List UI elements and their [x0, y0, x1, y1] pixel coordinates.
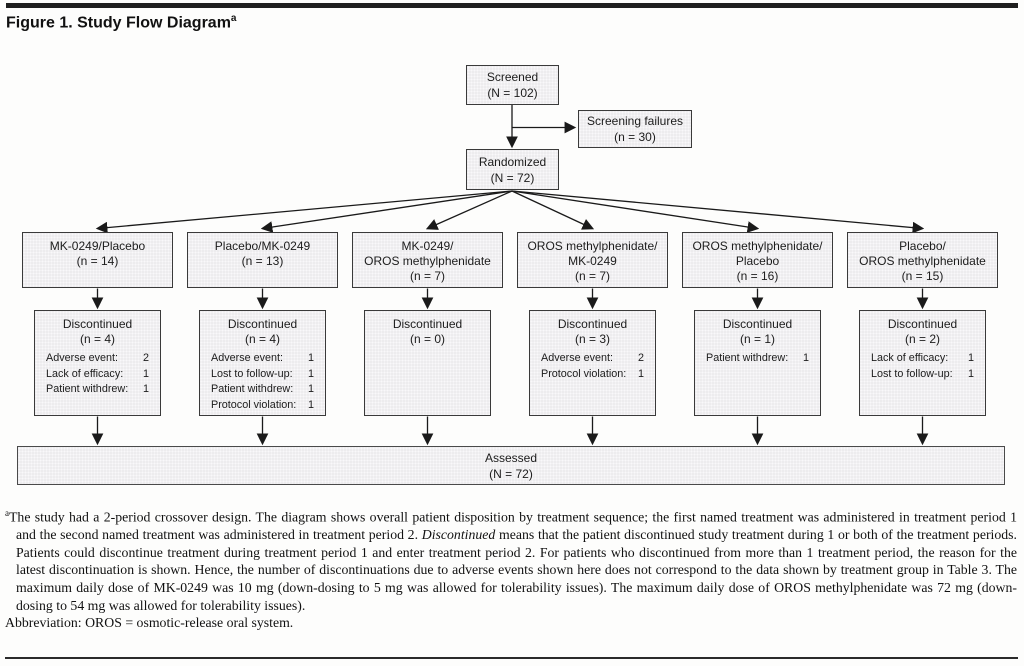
assessed-label: Assessed — [484, 451, 538, 465]
reason-value: 1 — [142, 383, 149, 395]
discontinued-reason-row — [211, 398, 314, 414]
footnote-text-2: means that the patient discontinued study treatment during 1 or both of the treatment periods. Patients could discontinue treatment during treatment period 1 and enter treatment period 2. For patients who discontinued from more than 1 treatment period, the reason for the latest discontinuation is shown. Hence, the number of discontinuations due to adverse events shown here does not correspond to the data shown by treatment group in Table 3. The maximum daily dose of MK-0249 was 10 mg (down-dosing to 5 mg was allowed for tolerability issues). The maximum daily dose of OROS methylphenidate was 72 mg (down-dosing to 54 mg was allowed for tolerability issues). — [16, 527, 1017, 613]
reason-value: 2 — [637, 352, 644, 364]
arm-label: Placebo/ — [899, 239, 946, 253]
discontinued-reasons — [35, 351, 160, 398]
arm-label: MK-0249/Placebo — [49, 239, 146, 253]
discontinued-title: Discontinued — [62, 317, 133, 331]
discontinued-box-4 — [529, 310, 656, 416]
discontinued-n: (n = 4) — [244, 332, 280, 346]
discontinued-n: (n = 4) — [79, 332, 115, 346]
discontinued-reason-row — [871, 367, 974, 383]
reason-label: Lack of efficacy: — [46, 367, 124, 380]
assessed-n: (N = 72) — [489, 467, 533, 481]
reason-value: 1 — [307, 352, 314, 364]
arm-box-5 — [682, 232, 833, 288]
discontinued-reasons — [860, 351, 985, 382]
discontinued-title: Discontinued — [392, 317, 463, 331]
discontinued-reason-row — [46, 351, 149, 367]
reason-label: Lost to follow-up: — [871, 367, 953, 380]
discontinued-box-5 — [694, 310, 821, 416]
discontinued-reason-row — [46, 367, 149, 383]
flow-arrow — [428, 191, 513, 229]
reason-value: 1 — [142, 367, 149, 380]
discontinued-box-1 — [34, 310, 161, 416]
discontinued-reason-row — [46, 382, 149, 398]
reason-label: Adverse event: — [541, 352, 614, 364]
arm-label: MK-0249/ — [401, 239, 454, 253]
arm-label: OROS methylphenidate — [364, 254, 491, 268]
discontinued-box-3 — [364, 310, 491, 416]
discontinued-reason-row — [211, 382, 314, 398]
reason-label: Patient withdrew: — [211, 383, 294, 395]
flow-arrow — [98, 191, 513, 229]
arm-box-6 — [847, 232, 998, 288]
arm-label: OROS methylphenidate — [859, 254, 986, 268]
arm-n: (n = 14) — [76, 254, 119, 268]
discontinued-reason-row — [541, 367, 644, 383]
discontinued-title: Discontinued — [887, 317, 958, 331]
arm-n: (n = 13) — [241, 254, 284, 268]
discontinued-reason-row — [211, 351, 314, 367]
assessed-box — [17, 446, 1005, 485]
screened-box — [466, 65, 559, 105]
screening-failures-label: Screening failures — [586, 114, 684, 128]
randomized-label: Randomized — [478, 155, 547, 169]
screened-n: (N = 102) — [487, 86, 538, 100]
discontinued-reasons — [530, 351, 655, 382]
randomized-box — [466, 149, 559, 190]
discontinued-reasons — [695, 351, 820, 367]
screening-failures-box — [578, 110, 692, 148]
arm-label: Placebo/MK-0249 — [214, 239, 311, 253]
reason-value: 1 — [637, 367, 644, 380]
reason-value: 1 — [967, 367, 974, 380]
footnote-text-1: The study had a 2-period crossover design. The diagram shows overall patient disposition by treatment sequence; the first named treatment was administered in treatment period 1 and the second named treatment was administered in treatment period 2. — [9, 509, 1017, 543]
arm-label: Placebo — [735, 254, 780, 268]
figure-title-text: Figure 1. Study Flow Diagram — [6, 14, 231, 32]
discontinued-reason-row — [541, 351, 644, 367]
footnote-italic-word: Discontinued — [421, 527, 496, 543]
arm-box-2 — [187, 232, 338, 288]
discontinued-box-2 — [199, 310, 326, 416]
discontinued-box-6 — [859, 310, 986, 416]
footnote-marker: a — [5, 508, 9, 518]
arm-n: (n = 16) — [736, 269, 779, 283]
discontinued-reason-row — [211, 367, 314, 383]
discontinued-reason-row — [706, 351, 809, 367]
arm-label: OROS methylphenidate/ — [527, 239, 658, 253]
discontinued-n: (n = 1) — [739, 332, 775, 346]
discontinued-title: Discontinued — [557, 317, 628, 331]
reason-value: 1 — [307, 383, 314, 395]
discontinued-n: (n = 2) — [904, 332, 940, 346]
reason-value: 2 — [142, 352, 149, 364]
reason-value: 1 — [967, 352, 974, 364]
screened-label: Screened — [486, 70, 539, 84]
figure-title-superscript: a — [230, 13, 237, 24]
arm-box-1 — [22, 232, 173, 288]
arm-label: MK-0249 — [568, 254, 617, 268]
arm-box-3 — [352, 232, 503, 288]
discontinued-n: (n = 3) — [574, 332, 610, 346]
discontinued-title: Discontinued — [722, 317, 793, 331]
reason-label: Patient withdrew: — [46, 383, 129, 395]
reason-value: 1 — [307, 367, 314, 380]
reason-label: Patient withdrew: — [706, 352, 789, 364]
arm-n: (n = 15) — [901, 269, 944, 283]
reason-value: 1 — [802, 352, 809, 364]
discontinued-title: Discontinued — [227, 317, 298, 331]
discontinued-reason-row — [871, 351, 974, 367]
reason-label: Adverse event: — [211, 352, 284, 364]
reason-label: Lack of efficacy: — [871, 352, 949, 364]
reason-label: Protocol violation: — [541, 367, 627, 380]
arm-n: (n = 7) — [409, 269, 445, 283]
discontinued-reasons — [200, 351, 325, 413]
discontinued-n: (n = 0) — [409, 332, 445, 346]
randomized-n: (N = 72) — [490, 171, 535, 185]
reason-label: Lost to follow-up: — [211, 367, 293, 380]
arm-label: OROS methylphenidate/ — [692, 239, 823, 253]
arm-n: (n = 7) — [574, 269, 610, 283]
arm-box-4 — [517, 232, 668, 288]
reason-value: 1 — [307, 398, 314, 411]
screening-failures-n: (n = 30) — [614, 130, 656, 144]
reason-label: Adverse event: — [46, 352, 119, 364]
reason-label: Protocol violation: — [211, 398, 297, 411]
abbreviation-line: Abbreviation: OROS = osmotic-release oral system. — [5, 615, 294, 631]
